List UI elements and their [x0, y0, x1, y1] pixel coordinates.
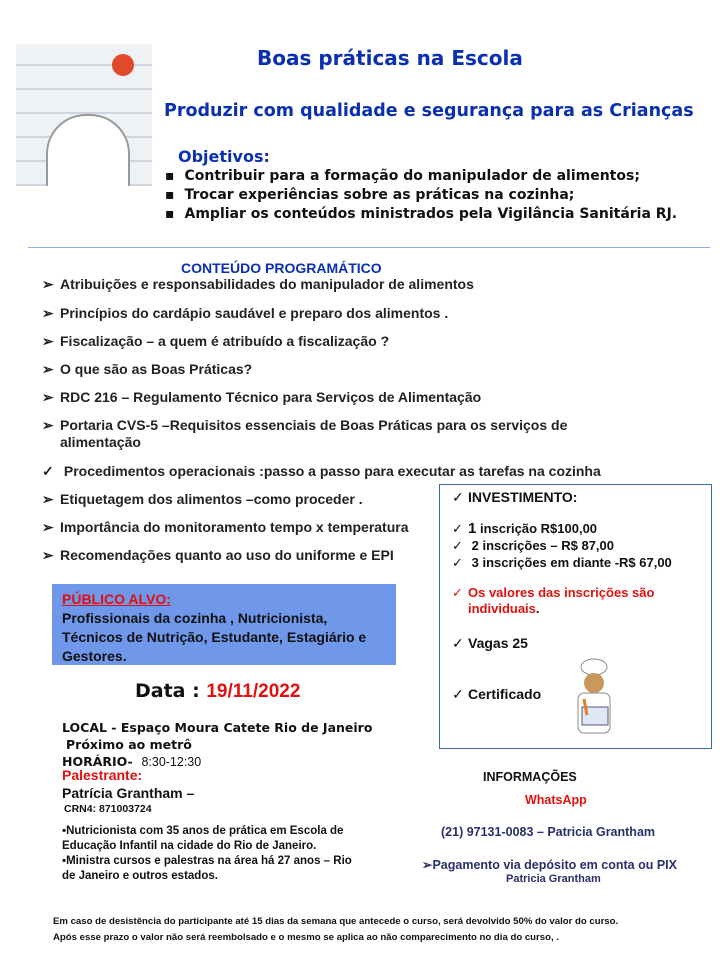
objective-item: ▪ Contribuir para a formação do manipulador de alimentos; [165, 168, 677, 187]
audience-line: Gestores. [62, 648, 127, 664]
whatsapp-label: WhatsApp [525, 793, 587, 807]
speaker-name: Patrícia Grantham – [62, 785, 195, 801]
bullet-icon: ➢ [42, 276, 54, 292]
check-icon: ✓ [452, 489, 464, 505]
content-item-text: Recomendações quanto ao uso do uniforme e EPI [60, 547, 394, 563]
content-item-text: Portaria CVS-5 –Requisitos essenciais de Boas Práticas para os serviços de [60, 417, 568, 433]
event-date: 19/11/2022 [206, 681, 301, 702]
price-text: inscrição R$100,00 [476, 521, 598, 536]
check-icon: ✓ [452, 585, 463, 600]
content-item [42, 305, 448, 322]
bullet-icon: ➢ [42, 361, 54, 377]
price-note: Os valores das inscrições são [468, 585, 655, 600]
price-note-cont: individuais [468, 601, 536, 616]
audience-line: Técnicos de Nutrição, Estudante, Estagiário e [62, 629, 367, 645]
content-item [42, 547, 394, 564]
content-heading: CONTEÚDO PROGRAMÁTICO [181, 260, 382, 276]
bio-line: ▪Ministra cursos e palestras na área há 27 anos – Rio [62, 855, 352, 867]
info-heading: INFORMAÇÕES [483, 770, 577, 784]
chef-certificate-illustration [566, 657, 622, 737]
event-near: Próximo ao metrô [66, 737, 192, 752]
bullet-icon: ➢ [42, 547, 54, 563]
hours-value: 8:30-12:30 [141, 755, 202, 769]
content-item-text: Importância do monitoramento tempo x temperatura [60, 519, 409, 535]
check-icon: ✓ [452, 555, 463, 570]
audience-line: Profissionais da cozinha , Nutricionista, [62, 610, 328, 626]
event-local: LOCAL - Espaço Moura Catete Rio de Janeiro [62, 720, 373, 735]
content-item [42, 519, 409, 536]
contact-phone: (21) 97131-0083 – Patricia Grantham [441, 825, 656, 839]
content-item-text: RDC 216 – Regulamento Técnico para Serviços de Alimentação [60, 389, 482, 405]
price-qty: 3 [471, 555, 479, 570]
content-item [42, 463, 601, 480]
objective-item: ▪ Ampliar os conteúdos ministrados pela Vigilância Sanitária RJ. [165, 206, 677, 225]
bio-line: de Janeiro e outros estados. [62, 870, 218, 882]
payee-name: Patricia Grantham [506, 873, 601, 885]
bio-line: Educação Infantil na cidade do Rio de Janeiro. [62, 840, 317, 852]
page-title: Boas práticas na Escola [257, 46, 523, 70]
price-text: inscrições – R$ 87,00 [478, 538, 615, 553]
content-item-text: Procedimentos operacionais :passo a passo para executar as tarefas na cozinha [60, 463, 601, 479]
content-item [42, 417, 567, 450]
content-item-text: Fiscalização – a quem é atribuído a fiscalização ? [60, 333, 390, 349]
check-icon: ✓ [452, 686, 464, 702]
bullet-icon: ➢ [42, 333, 54, 349]
event-details [62, 719, 372, 771]
divider [28, 247, 710, 248]
check-icon: ✓ [452, 521, 463, 536]
footer-terms [53, 914, 618, 946]
speaker-crn: CRN4: 871003724 [64, 803, 152, 815]
objectives-heading: Objetivos: [178, 147, 270, 166]
price-qty: 1 [468, 520, 477, 537]
date-label: Data : [135, 680, 200, 702]
content-item [42, 361, 252, 378]
objectives-list [165, 168, 677, 225]
subtitle: Produzir com qualidade e segurança para as Crianças [164, 101, 694, 121]
bullet-icon: ➢ [42, 491, 54, 507]
objective-item: ▪ Trocar experiências sobre as práticas na cozinha; [165, 187, 677, 206]
certificate: Certificado [468, 686, 542, 702]
vacancies: Vagas 25 [468, 635, 528, 651]
content-item-text: alimentação [60, 434, 141, 450]
date-row [135, 680, 300, 703]
content-item-text: Etiquetagem dos alimentos –como proceder . [60, 491, 363, 507]
bio-line: ▪Nutricionista com 35 anos de prática em Escola de [62, 825, 344, 837]
content-item [42, 491, 363, 508]
investment-heading: INVESTIMENTO: [468, 489, 578, 505]
footer-line: Após esse prazo o valor não será reembolsado e o mesmo se aplica ao não comparecimento no dia do curso, . [53, 932, 559, 943]
hours-label: HORÁRIO- [62, 754, 133, 769]
content-item [42, 389, 481, 406]
content-item-text: O que são as Boas Práticas? [60, 361, 253, 377]
content-item [42, 333, 389, 350]
check-icon: ✓ [452, 635, 464, 651]
chef-illustration [16, 44, 152, 186]
bullet-icon: ➢ [42, 305, 54, 321]
price-note-end: . [535, 601, 540, 616]
check-icon: ✓ [452, 538, 463, 553]
bullet-icon: ➢ [42, 519, 54, 535]
footer-line: Em caso de desistência do participante até 15 dias da semana que antecede o curso, será devolvido 50% do valor do curso. [53, 916, 619, 927]
speaker-bio [62, 824, 352, 884]
investment-box [439, 484, 712, 749]
payment-info: ➢Pagamento via depósito em conta ou PIX [422, 858, 677, 872]
speaker-label: Palestrante: [62, 767, 143, 783]
price-qty: 2 [471, 538, 479, 553]
audience-box [52, 584, 396, 665]
content-item-text: Atribuições e responsabilidades do manipulador de alimentos [60, 276, 474, 292]
content-item-text: Princípios do cardápio saudável e preparo dos alimentos . [60, 305, 449, 321]
audience-heading: PÚBLICO ALVO: [62, 591, 171, 607]
bullet-icon: ➢ [42, 389, 54, 405]
content-item [42, 276, 474, 293]
bullet-icon: ✓ [42, 463, 54, 479]
price-text: inscrições em diante -R$ 67,00 [478, 555, 672, 570]
bullet-icon: ➢ [42, 417, 54, 433]
